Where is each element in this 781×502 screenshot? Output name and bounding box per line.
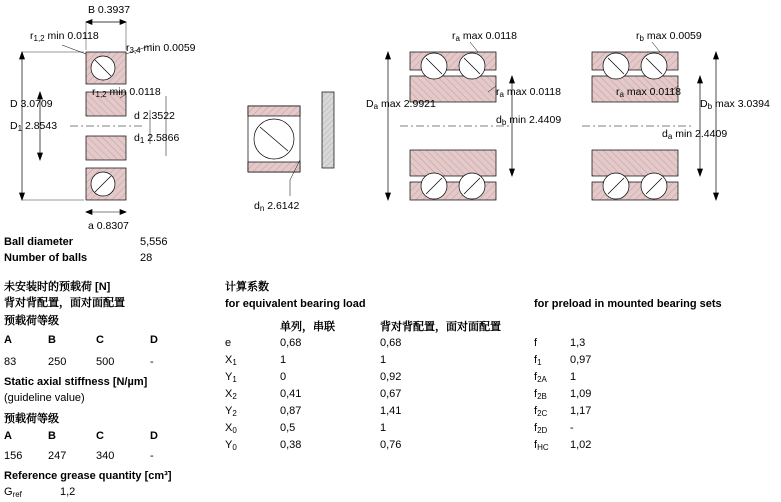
preload-set-name-4: $f_{2C}$: [534, 405, 548, 418]
preload-subtitle: 背对背配置，面对面配置: [4, 297, 125, 309]
calc-row-c1-2: 0: [280, 371, 287, 383]
grease-label: $G_{ref}$: [4, 486, 22, 499]
calc-row-c2-0: 0,68: [380, 337, 402, 349]
preload-set-name-3: $f_{2B}$: [534, 388, 547, 401]
calc-title: 计算系数: [225, 281, 269, 293]
preload-value-A: 83: [4, 356, 17, 368]
dim-label-d1: $d_1$ 2.5866: [134, 132, 180, 145]
stiffness-header-D: D: [150, 430, 158, 442]
preload-header-B: B: [48, 334, 56, 346]
stiffness-value-D: -: [150, 450, 154, 462]
preload-set-name-0: f: [534, 337, 538, 349]
calc-row-name-3: $X_2$: [225, 388, 237, 401]
preload-set-value-6: 1,02: [570, 439, 592, 451]
ball-diameter-label: Ball diameter: [4, 236, 74, 248]
dim-label-rbmax-top: $r_b$ max 0.0059: [636, 30, 702, 43]
stiffness-value-A: 156: [4, 450, 23, 462]
dim-label-d: d 2.3522: [134, 110, 175, 122]
calc-row-c1-3: 0,41: [280, 388, 302, 400]
calc-row-c1-0: 0,68: [280, 337, 302, 349]
bearing-diagram: [0, 0, 781, 235]
preload-set-value-1: 0,97: [570, 354, 592, 366]
preload-set-name-1: $f_1$: [534, 354, 542, 367]
preload-set-value-2: 1: [570, 371, 577, 383]
stiffness-value-C: 340: [96, 450, 115, 462]
dim-label-damin: $d_a$ min 2.4409: [662, 128, 728, 141]
stiffness-class-label: 预载荷等级: [4, 413, 59, 425]
dim-label-r12min-top: $r_{1,2}$ min 0.0118: [30, 30, 99, 43]
grease-title: Reference grease quantity [cm³]: [4, 470, 172, 482]
dim-label-B: B 0.3937: [88, 4, 131, 16]
dim-label-D: D 3.0709: [10, 98, 53, 110]
calc-row-c2-1: 1: [380, 354, 387, 366]
dim-label-ramax-top: $r_a$ max 0.0118: [452, 30, 517, 43]
dim-label-D1: $D_1$ 2.8543: [10, 120, 58, 133]
calc-row-name-6: $Y_0$: [225, 439, 237, 452]
stiffness-header-C: C: [96, 430, 104, 442]
dim-label-Damax: $D_a$ max 2.9921: [366, 98, 436, 111]
dim-label-a: a 0.8307: [88, 220, 129, 232]
preload-value-D: -: [150, 356, 154, 368]
calc-row-c2-3: 0,67: [380, 388, 402, 400]
calc-row-c2-2: 0,92: [380, 371, 402, 383]
calc-row-name-5: $X_0$: [225, 422, 237, 435]
preload-set-name-6: $f_{HC}$: [534, 439, 549, 452]
preload-header-C: C: [96, 334, 104, 346]
dim-label-dn: $d_n$ 2.6142: [254, 200, 300, 213]
stiffness-subtitle: (guideline value): [4, 392, 85, 404]
stiffness-value-B: 247: [48, 450, 67, 462]
preload-header-A: A: [4, 334, 12, 346]
calc-row-c2-6: 0,76: [380, 439, 402, 451]
calc-row-c1-4: 0,87: [280, 405, 302, 417]
preload-title: 未安装时的预载荷 [N]: [4, 281, 111, 293]
number-of-balls-value: 28: [140, 252, 153, 264]
number-of-balls-label: Number of balls: [4, 252, 88, 264]
dim-label-dbmin: $d_b$ min 2.4409: [496, 114, 562, 127]
dim-label-r12min-inner: $r_{1,2}$ min 0.0118: [92, 86, 161, 99]
calc-row-name-2: $Y_1$: [225, 371, 237, 384]
preload-set-value-5: -: [570, 422, 574, 434]
preload-value-C: 500: [96, 356, 115, 368]
preload-value-B: 250: [48, 356, 67, 368]
calc-row-c2-4: 1,41: [380, 405, 402, 417]
calc-col1-header: 单列，串联: [280, 321, 335, 333]
calc-row-name-1: $X_1$: [225, 354, 237, 367]
preload-class-label: 预载荷等级: [4, 315, 59, 327]
dim-label-ramax-inner: $r_a$ max 0.0118: [496, 86, 561, 99]
preload-set-value-4: 1,17: [570, 405, 592, 417]
calc-row-c1-5: 0,5: [280, 422, 296, 434]
preload-set-value-0: 1,3: [570, 337, 586, 349]
calc-col2-header: 背对背配置，面对面配置: [380, 321, 501, 333]
preload-set-value-3: 1,09: [570, 388, 592, 400]
preload-set-name-5: $f_{2D}$: [534, 422, 548, 435]
dim-label-Dbmax: $D_b$ max 3.0394: [700, 98, 770, 111]
calc-row-name-0: e: [225, 337, 232, 349]
calc-row-c1-1: 1: [280, 354, 287, 366]
calc-section-label: for equivalent bearing load: [225, 298, 366, 310]
stiffness-title: Static axial stiffness [N/µm]: [4, 376, 148, 388]
stiffness-header-B: B: [48, 430, 56, 442]
calc-row-c2-5: 1: [380, 422, 387, 434]
grease-value: 1,2: [60, 486, 76, 498]
preload-set-name-2: $f_{2A}$: [534, 371, 547, 384]
ball-diameter-value: 5,556: [140, 236, 168, 248]
preload-header-D: D: [150, 334, 158, 346]
dim-label-r34min: $r_{3,4}$ min 0.0059: [126, 42, 196, 55]
dim-label-ramax-inner2: $r_a$ max 0.0118: [616, 86, 681, 99]
preload-sets-title: for preload in mounted bearing sets: [534, 298, 722, 310]
calc-row-name-4: $Y_2$: [225, 405, 237, 418]
calc-row-c1-6: 0,38: [280, 439, 302, 451]
stiffness-header-A: A: [4, 430, 12, 442]
